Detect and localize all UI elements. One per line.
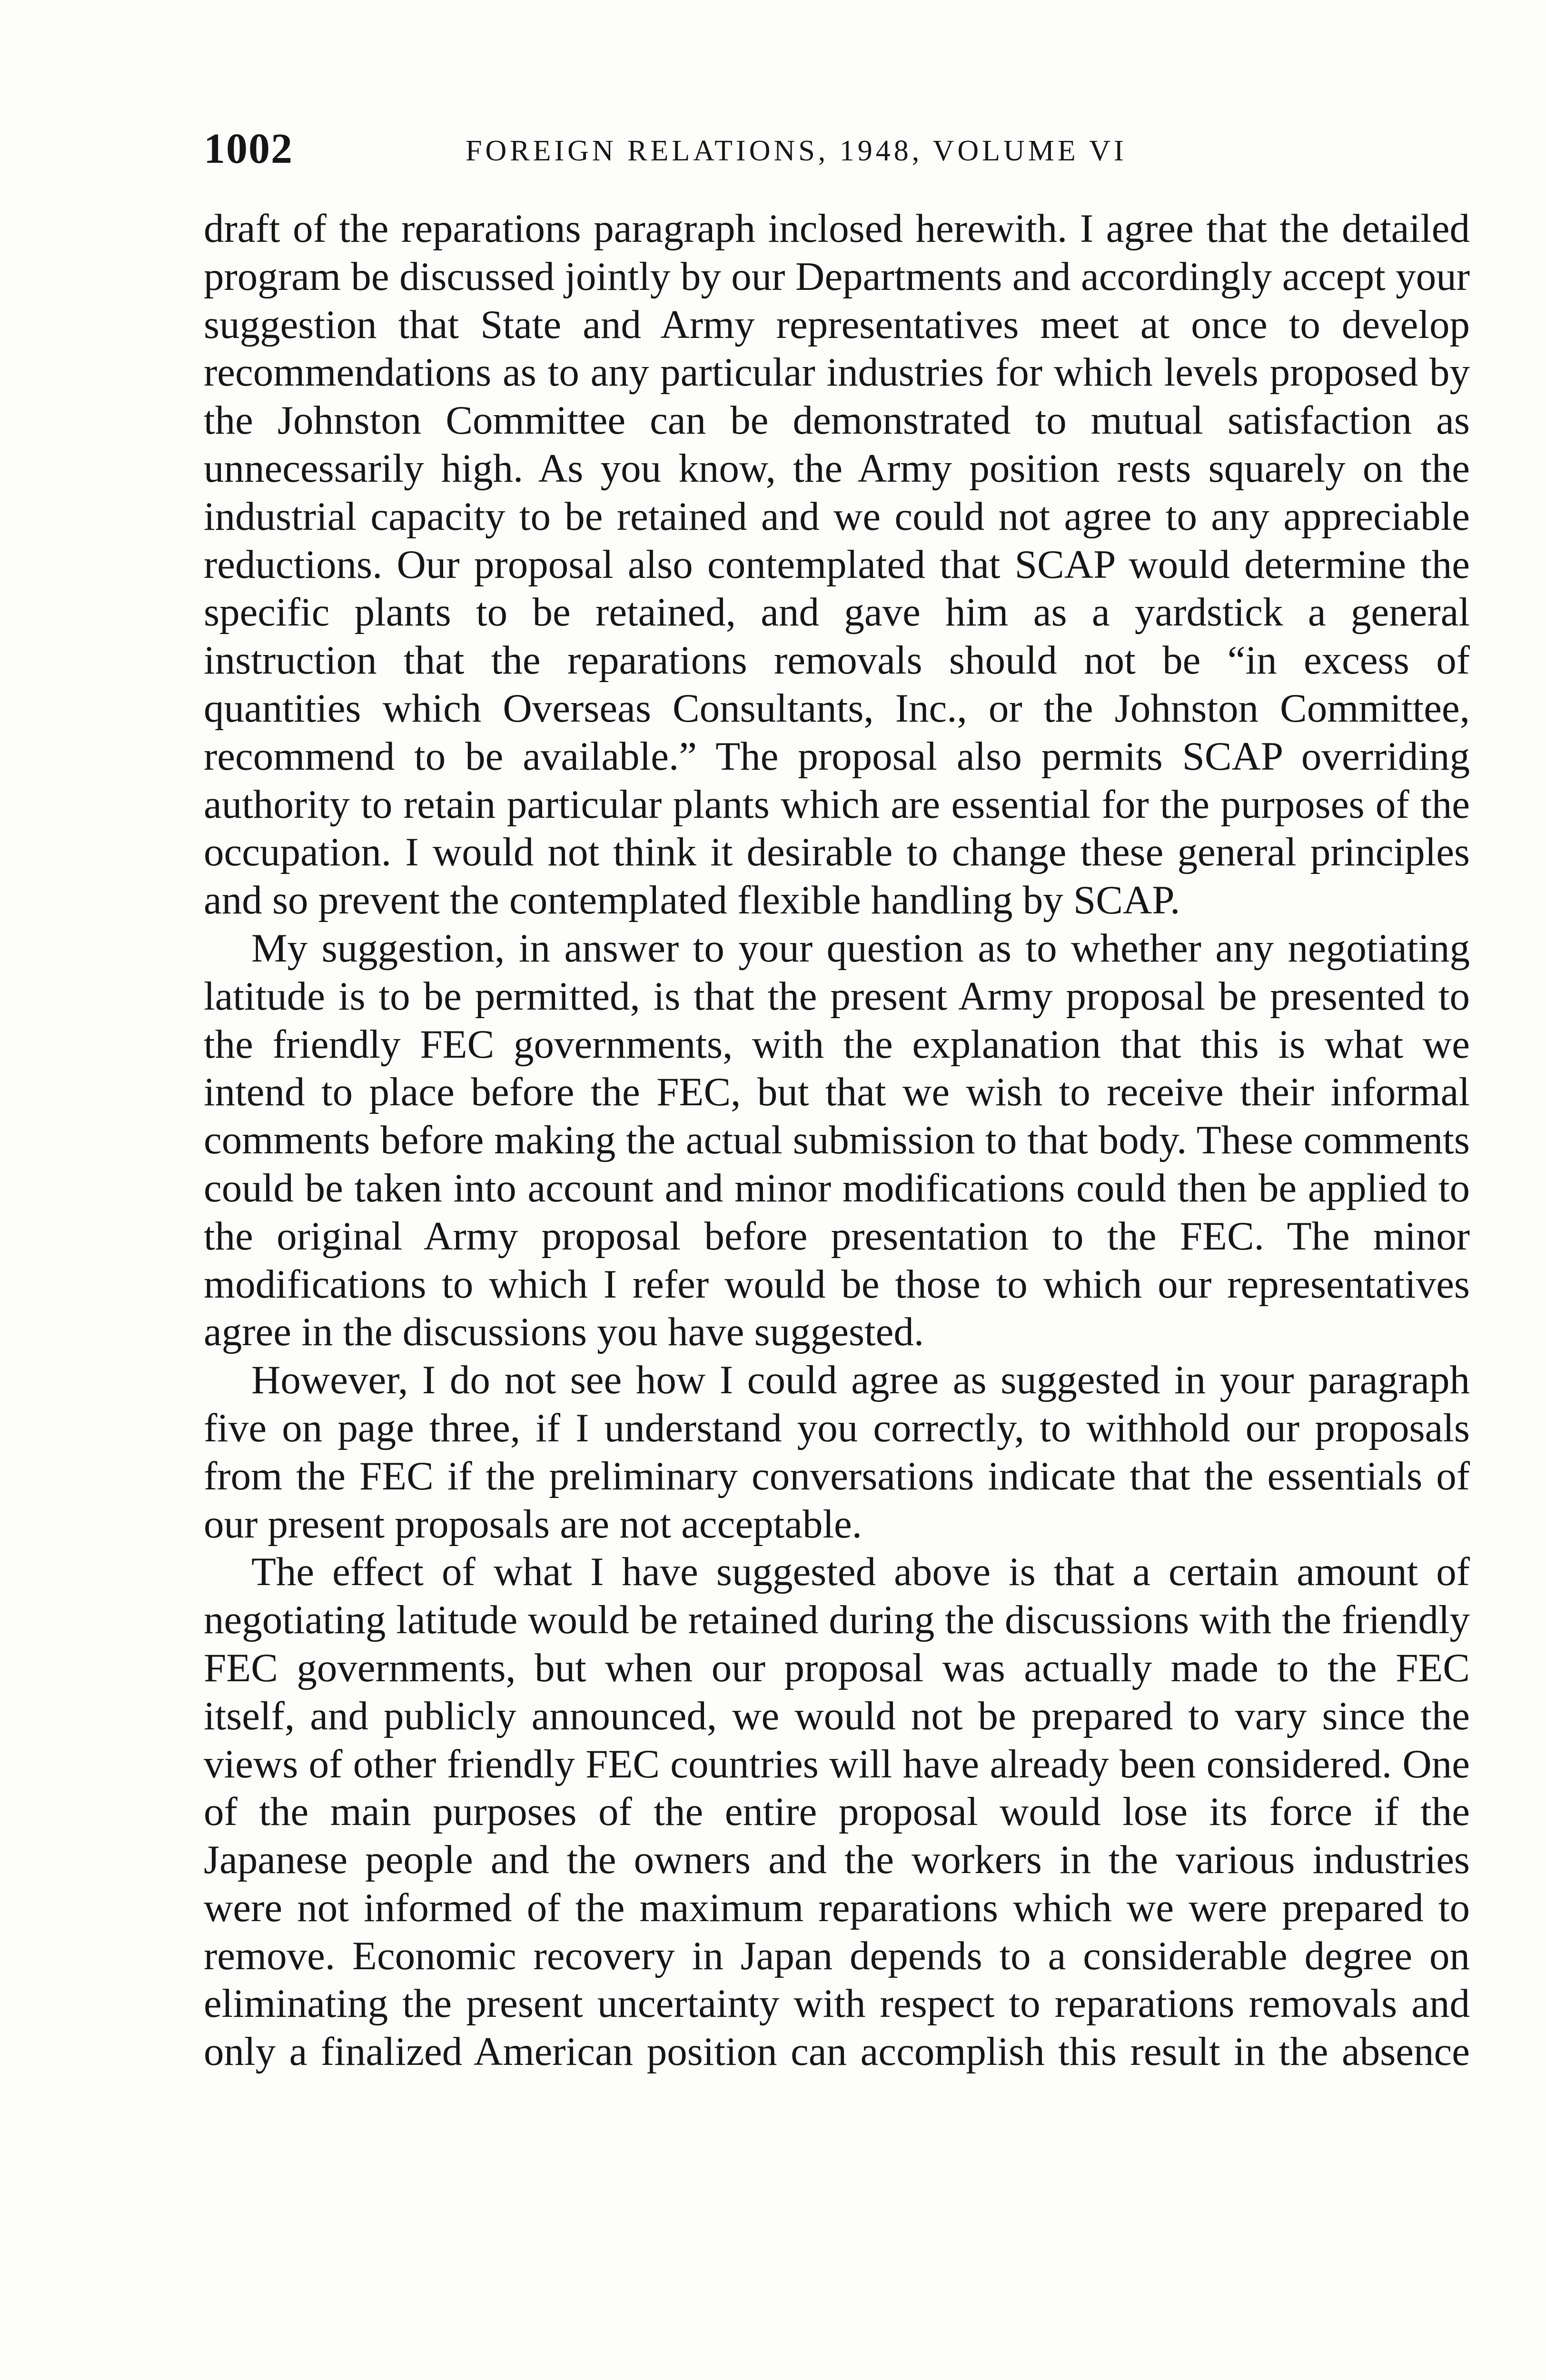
paragraph-2: My suggestion, in answer to your question as to whether any negotiating latitude is to be permitted, is that the present Army proposal be presented to the friendly FEC governments, with the explanation that this is what we intend to place before the FEC, but that we wish to receive their informal comments before making the actual submission to that body. These comments could be taken into account and minor modifications could then be applied to the original Army proposal before presentation to the FEC. The minor modifications to which I refer would be those to which our representatives agree in the discussions you have suggested. <box>204 925 1470 1355</box>
paragraph-4: The effect of what I have suggested above is that a certain amount of negotiating latitude would be retained during the discussions with the friendly FEC governments, but when our proposal was actually made to the FEC itself, and publicly announced, we would not be prepared to vary since the views of other friendly FEC countries will have already been considered. One of the main purposes of the entire proposal would lose its force if the Japanese people and the owners and the workers in the various industries were not informed of the maximum reparations which we were prepared to remove. Economic recovery in Japan depends to a considerable degree on eliminating the present uncertainty with respect to reparations removals and only a finalized American position can accomplish this result in the absence <box>204 1549 1470 2074</box>
page-number: 1002 <box>204 125 293 172</box>
paragraph-1: draft of the reparations paragraph inclosed herewith. I agree that the detailed program be discussed jointly by our Departments and accordingly accept your suggestion that State and Army representatives meet at once to develop recommendations as to any particular industries for which levels proposed by the Johnston Committee can be demonstrated to mutual satisfaction as unnecessarily high. As you know, the Army position rests squarely on the industrial capacity to be retained and we could not agree to any appreciable reductions. Our proposal also contemplated that SCAP would determine the specific plants to be retained, and gave him as a yardstick a general instruction that the reparations removals should not be “in excess of quantities which Overseas Consultants, Inc., or the Johnston Committee, recommend to be available.” The proposal also permits SCAP overriding authority to retain particular plants which are essential for the purposes of the occupation. I would not think it desirable to change these general principles and so prevent the contemplated flexible handling by SCAP. <box>204 206 1470 923</box>
running-head <box>204 123 1470 180</box>
body-text <box>204 205 1470 2076</box>
paragraph-3: However, I do not see how I could agree as suggested in your paragraph five on page three, if I understand you correctly, to withhold our proposals from the FEC if the preliminary conversations indicate that the essentials of our present proposals are not acceptable. <box>204 1358 1470 1547</box>
running-head-title: FOREIGN RELATIONS, 1948, VOLUME VI <box>466 135 1127 167</box>
